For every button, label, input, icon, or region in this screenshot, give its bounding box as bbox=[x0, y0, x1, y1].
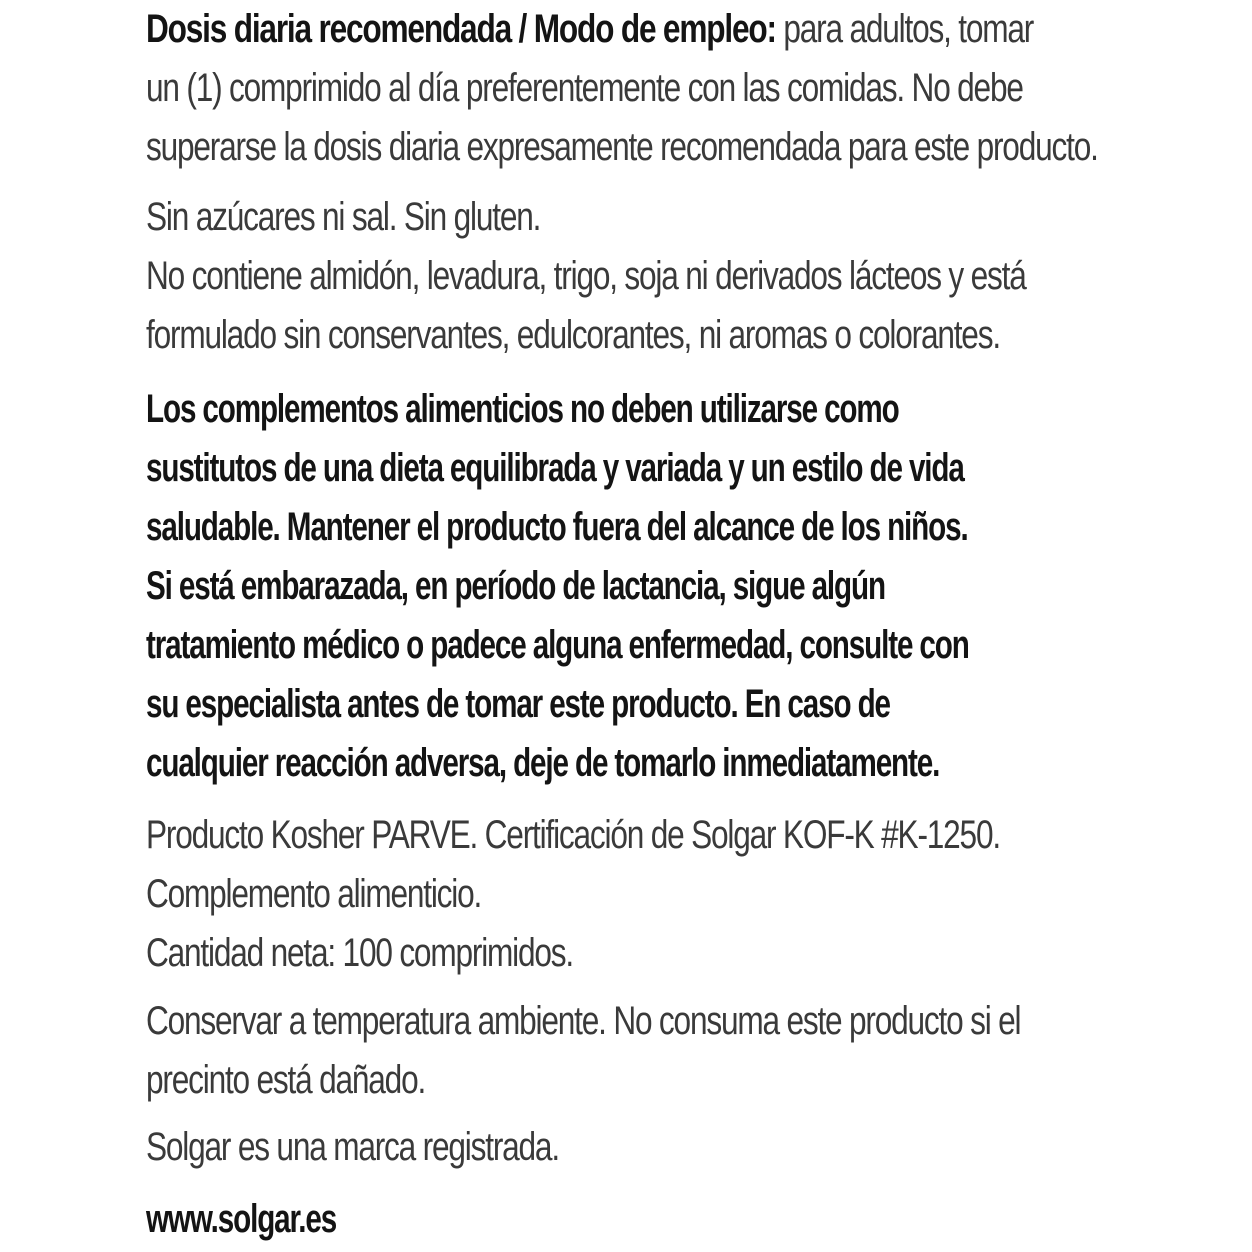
warning-line: Los complementos alimenticios no deben utilizarse como bbox=[146, 387, 899, 431]
free-from-line-1: Sin azúcares ni sal. Sin gluten. bbox=[146, 195, 541, 239]
dosage-heading: Dosis diaria recomendada / Modo de empleo: bbox=[146, 7, 776, 51]
kosher-certification: Producto Kosher PARVE. Certificación de Solgar KOF-K #K-1250. bbox=[146, 813, 1000, 857]
net-quantity: Cantidad neta: 100 comprimidos. bbox=[146, 931, 573, 975]
product-type: Complemento alimenticio. bbox=[146, 872, 482, 916]
product-info-section bbox=[146, 806, 1126, 983]
trademark-section bbox=[146, 1118, 1126, 1177]
website-section bbox=[146, 1190, 1126, 1249]
free-from-section bbox=[146, 188, 1126, 365]
warning-line: tratamiento médico o padece alguna enfermedad, consulte con bbox=[146, 623, 969, 667]
storage-line-1: Conservar a temperatura ambiente. No consuma este producto si el bbox=[146, 999, 1021, 1043]
website-link[interactable]: www.solgar.es bbox=[146, 1197, 337, 1241]
free-from-line-2: No contiene almidón, levadura, trigo, soja ni derivados lácteos y está bbox=[146, 254, 1026, 298]
warning-line: su especialista antes de tomar este producto. En caso de bbox=[146, 682, 890, 726]
storage-line-2: precinto está dañado. bbox=[146, 1058, 426, 1102]
dosage-line-3: superarse la dosis diaria expresamente recomendada para este producto. bbox=[146, 125, 1098, 169]
dosage-line-2: un (1) comprimido al día preferentemente con las comidas. No debe bbox=[146, 66, 1023, 110]
warning-section bbox=[146, 380, 1126, 793]
warning-line: cualquier reacción adversa, deje de tomarlo inmediatamente. bbox=[146, 741, 940, 785]
free-from-line-3: formulado sin conservantes, edulcorantes, ni aromas o colorantes. bbox=[146, 313, 1000, 357]
dosage-line-1 bbox=[146, 0, 1034, 59]
trademark-notice: Solgar es una marca registrada. bbox=[146, 1125, 559, 1169]
warning-line: saludable. Mantener el producto fuera del alcance de los niños. bbox=[146, 505, 968, 549]
warning-line: Si está embarazada, en período de lactancia, sigue algún bbox=[146, 564, 885, 608]
warning-line: sustitutos de una dieta equilibrada y variada y un estilo de vida bbox=[146, 446, 964, 490]
dosage-section bbox=[146, 0, 1126, 177]
dosage-line-1-text: para adultos, tomar bbox=[775, 7, 1034, 51]
storage-section bbox=[146, 992, 1126, 1110]
